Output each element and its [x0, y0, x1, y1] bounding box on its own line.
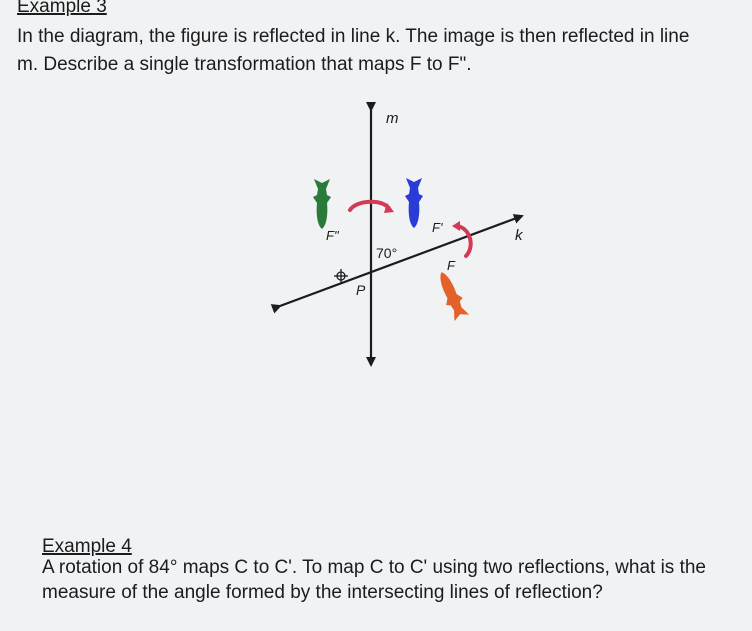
rotation-arc-right-head [452, 221, 460, 231]
example-4-line-1: A rotation of 84° maps C to C'. To map C to C' using two reflections, what is the [42, 557, 706, 578]
figure-f-prime [405, 178, 423, 228]
example-3-line-1: In the diagram, the figure is reflected in line k. The image is then reflected in line [17, 26, 690, 47]
example-3-title: Example 3 [17, 0, 107, 17]
label-angle: 70° [376, 245, 398, 261]
figure-f-double-prime [313, 179, 331, 229]
label-k: k [515, 227, 523, 244]
example-4-title: Example 4 [42, 536, 132, 557]
example-4-line-2: measure of the angle formed by the intersecting lines of reflection? [42, 582, 603, 603]
label-p: P [356, 282, 366, 298]
figure-f [433, 269, 470, 322]
example-3-line-2: m. Describe a single transformation that maps F to F". [17, 54, 472, 75]
label-f-prime: F' [432, 220, 443, 235]
label-m: m [386, 110, 399, 127]
label-f-double-prime: F" [326, 228, 339, 243]
example-4-question [42, 555, 742, 605]
label-f: F [447, 258, 455, 273]
line-k [280, 216, 522, 306]
